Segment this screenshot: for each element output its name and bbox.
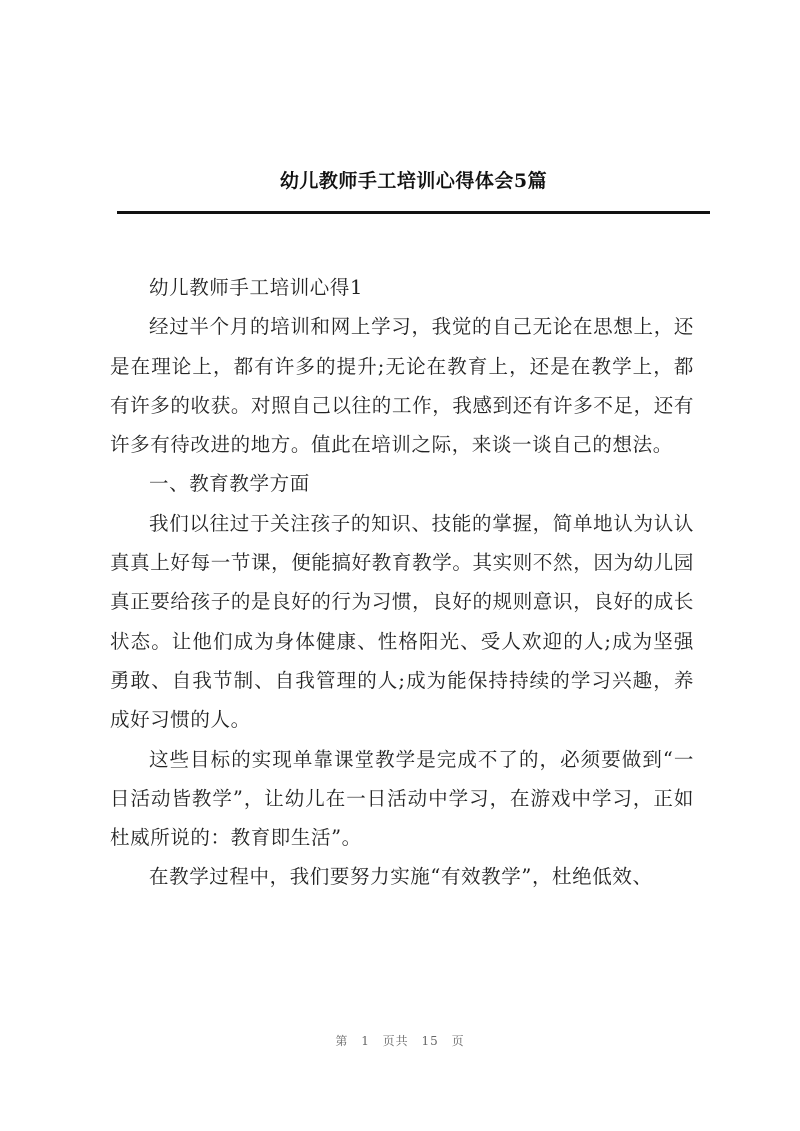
body-paragraph: 我们以往过于关注孩子的知识、技能的掌握，简单地认为认认真真上好每一节课，便能搞好教育教学。其实则不然，因为幼儿园真正要给孩子的是良好的行为习惯，良好的规则意识，良好的成长状态。让他们成为身体健康、性格阳光、受人欢迎的人;成为坚强勇敢、自我节制、自我管理的人;成为能保持持续的学习兴趣，养成好习惯的人。 <box>110 511 694 732</box>
section-heading: 幼儿教师手工培训心得1 <box>149 276 364 299</box>
subsection-heading: 一、教育教学方面 <box>149 472 310 496</box>
page-number-footer: 第 1 页共 15 页 <box>335 1034 465 1048</box>
body-paragraph: 在教学过程中，我们要努力实施“有效教学”，杜绝低效、 <box>149 865 653 889</box>
page-title: 幼儿教师手工培训心得体会5篇 <box>279 170 548 192</box>
body-paragraph: 这些目标的实现单靠课堂教学是完成不了的，必须要做到“一日活动皆教学”，让幼儿在一日活动中学习，在游戏中学习，正如杜威所说的：教育即生活”。 <box>110 747 694 850</box>
document-body <box>110 268 694 897</box>
body-paragraph: 经过半个月的培训和网上学习，我觉的自己无论在思想上，还是在理论上，都有许多的提升;无论在教育上，还是在教学上，都有许多的收获。对照自己以往的工作，我感到还有许多不足，还有许多有待改进的地方。值此在培训之际，来谈一谈自己的想法。 <box>110 315 694 457</box>
title-underline <box>117 211 710 214</box>
